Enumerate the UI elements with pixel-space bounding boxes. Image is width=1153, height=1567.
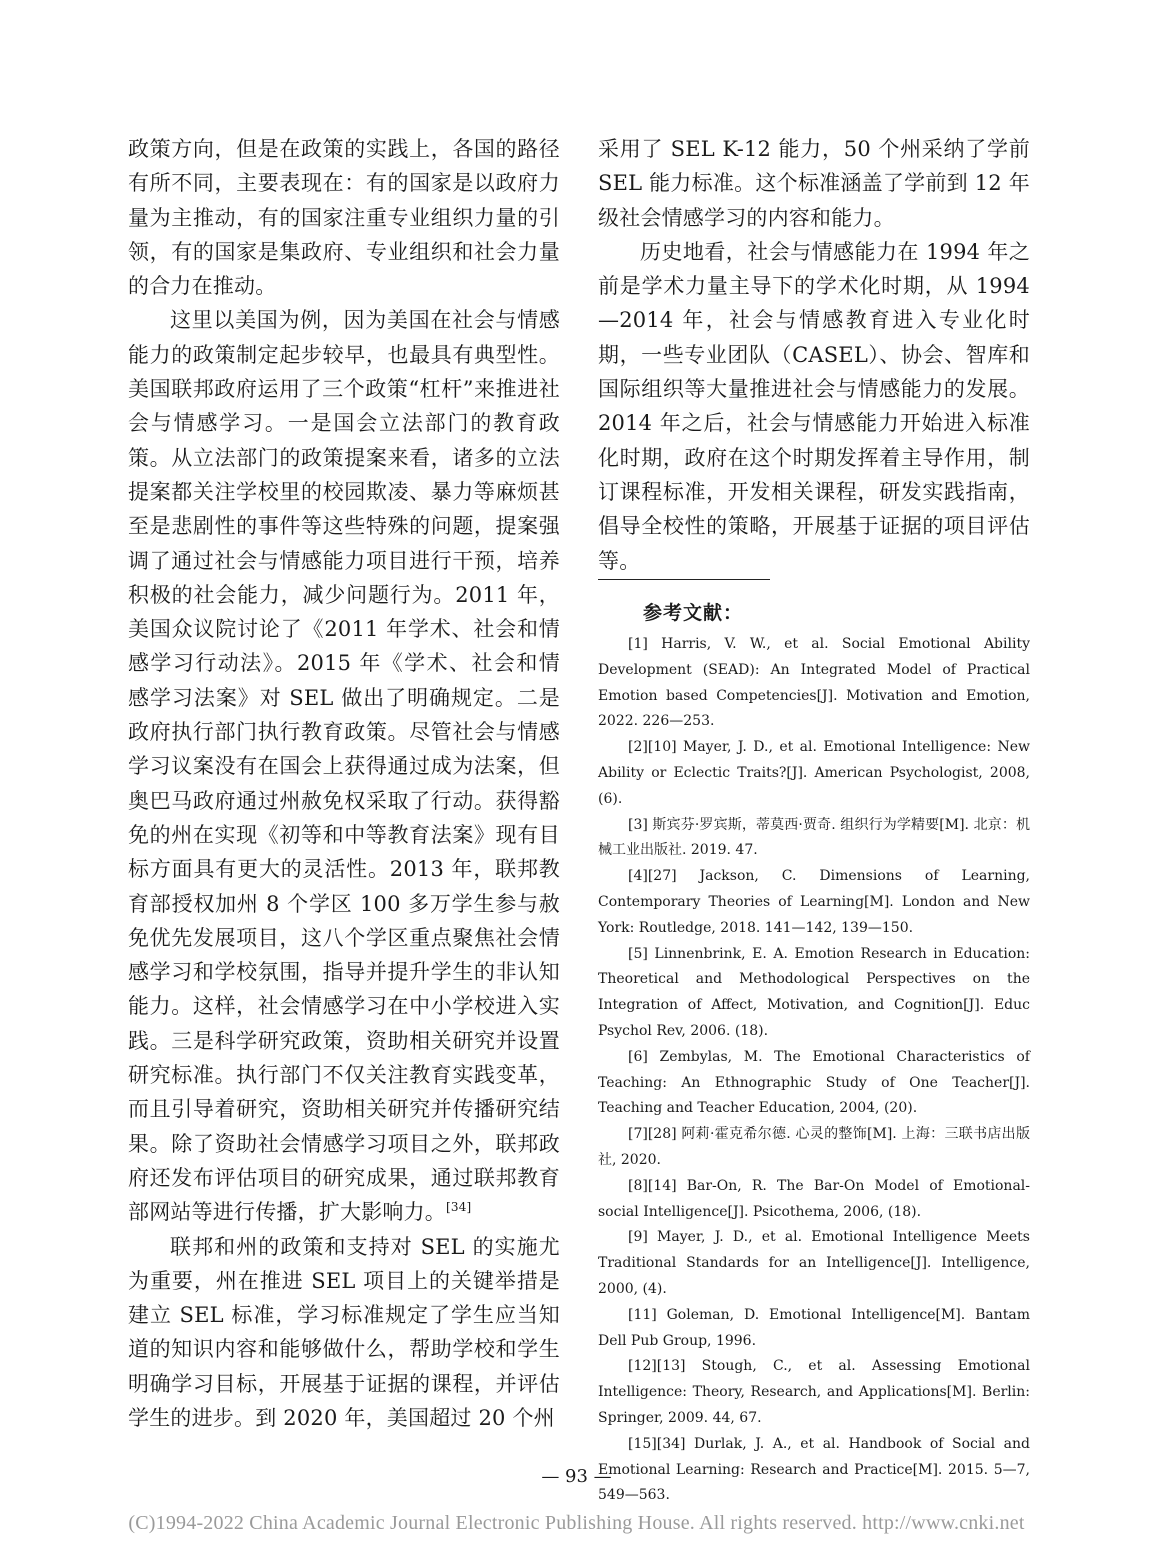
reference-item: [9] Mayer, J. D., et al. Emotional Intelligence Meets Traditional Standards for an Intelligence[J]. Intelligence, 2000, (4). (598, 1229, 1030, 1297)
reference-item: [8][14] Bar-On, R. The Bar-On Model of Emotional-social Intelligence[J]. Psicothema, 2006, (18). (598, 1177, 1030, 1220)
body-paragraph (128, 303, 560, 1229)
reference-item: [1] Harris, V. W., et al. Social Emotional Ability Development (SEAD): An Integrated Model of Practical Emotion based Competencies[J]. Motivation and Emotion, 2022. 226—253. (598, 636, 1030, 730)
reference-item: [12][13] Stough, C., et al. Assessing Emotional Intelligence: Theory, Research, and Applications[M]. Berlin: Springer, 2009. 44, 67. (598, 1358, 1030, 1426)
reference-item: [2][10] Mayer, J. D., et al. Emotional Intelligence: New Ability or Eclectic Traits?[J]. American Psychologist, 2008, (6). (598, 739, 1030, 807)
right-column (598, 132, 1030, 578)
page-number: — 93 — (541, 1466, 612, 1487)
section-divider (598, 579, 770, 580)
body-paragraph: 联邦和州的政策和支持对 SEL 的实施尤为重要，州在推进 SEL 项目上的关键举措是建立 SEL 标准，学习标准规定了学生应当知道的知识内容和能够做什么，帮助学校和学生明确学习目标，开展基于证据的课程，并评估学生的进步。到 2020 年，美国超过 20 个州 (128, 1234, 560, 1430)
citation-superscript: [34] (446, 1200, 472, 1215)
reference-item: [5] Linnenbrink, E. A. Emotion Research in Education: Theoretical and Methodological Perspectives on the Integration of Affect, Motivation, and Cognition[J]. Educ Psychol Rev, 2006. (18). (598, 945, 1030, 1039)
copyright-footer: (C)1994-2022 China Academic Journal Electronic Publishing House. All rights reserved. http://www.cnki.net (128, 1512, 1025, 1534)
paragraph-text: 这里以美国为例，因为美国在社会与情感能力的政策制定起步较早，也最具有典型性。美国联邦政府运用了三个政策“杠杆”来推进社会与情感学习。一是国会立法部门的教育政策。从立法部门的政策提案来看，诸多的立法提案都关注学校里的校园欺凌、暴力等麻烦甚至是悲剧性的事件等这些特殊的问题，提案强调了通过社会与情感能力项目进行干预，培养积极的社会能力，减少问题行为。2011 年，美国众议院讨论了《2011 年学术、社会和情感学习行动法》。2015 年《学术、社会和情感学习法案》对 SEL 做出了明确规定。二是政府执行部门执行教育政策。尽管社会与情感学习议案没有在国会上获得通过成为法案，但奥巴马政府通过州赦免权采取了行动。获得豁免的州在实现《初等和中等教育法案》现有目标方面具有更大的灵活性。2013 年，联邦教育部授权加州 8 个学区 100 多万学生参与赦免优先发展项目，这八个学区重点聚焦社会情感学习和学校氛围，指导并提升学生的非认知能力。这样，社会情感学习在中小学校进入实践。三是科学研究政策，资助相关研究并设置研究标准。执行部门不仅关注教育实践变革，而且引导着研究，资助相关研究并传播研究结果。除了资助社会情感学习项目之外，联邦政府还发布评估项目的研究成果，通过联邦教育部网站等进行传播，扩大影响力。 (128, 308, 560, 1225)
reference-list (598, 632, 1030, 1509)
reference-item: [11] Goleman, D. Emotional Intelligence[M]. Bantam Dell Pub Group, 1996. (598, 1306, 1030, 1349)
reference-item: [4][27] Jackson, C. Dimensions of Learning, Contemporary Theories of Learning[M]. London and New York: Routledge, 2018. 141—142, 139—150. (598, 868, 1030, 936)
reference-item: [15][34] Durlak, J. A., et al. Handbook of Social and Emotional Learning: Research and Practice[M]. 2015. 5—7, 549—563. (598, 1435, 1030, 1504)
reference-item: [7][28] 阿莉·霍克希尔德. 心灵的整饰[M]. 上海：三联书店出版社, 2020. (598, 1126, 1030, 1168)
body-paragraph: 政策方向，但是在政策的实践上，各国的路径有所不同，主要表现在：有的国家是以政府力量为主推动，有的国家注重专业组织力量的引领，有的国家是集政府、专业组织和社会力量的合力在推动。 (128, 137, 560, 299)
left-column (128, 132, 560, 1435)
body-paragraph: 历史地看，社会与情感能力在 1994 年之前是学术力量主导下的学术化时期，从 1994—2014 年，社会与情感教育进入专业化时期，一些专业团队（CASEL）、协会、智库和国际组织等大量推进社会与情感能力的发展。2014 年之后，社会与情感能力开始进入标准化时期，政府在这个时期发挥着主导作用，制订课程标准，开发相关课程，研发实践指南，倡导全校性的策略，开展基于证据的项目评估等。 (598, 239, 1030, 573)
references-heading: 参考文献： (643, 602, 744, 624)
body-paragraph: 采用了 SEL K-12 能力，50 个州采纳了学前 SEL 能力标准。这个标准涵盖了学前到 12 年级社会情感学习的内容和能力。 (598, 137, 1030, 230)
reference-item: [3] 斯宾芬·罗宾斯，蒂莫西·贾奇. 组织行为学精要[M]. 北京：机械工业出版社. 2019. 47. (598, 816, 1030, 859)
reference-item: [6] Zembylas, M. The Emotional Characteristics of Teaching: An Ethnographic Study of One Teacher[J]. Teaching and Teacher Education, 2004, (20). (598, 1048, 1030, 1117)
